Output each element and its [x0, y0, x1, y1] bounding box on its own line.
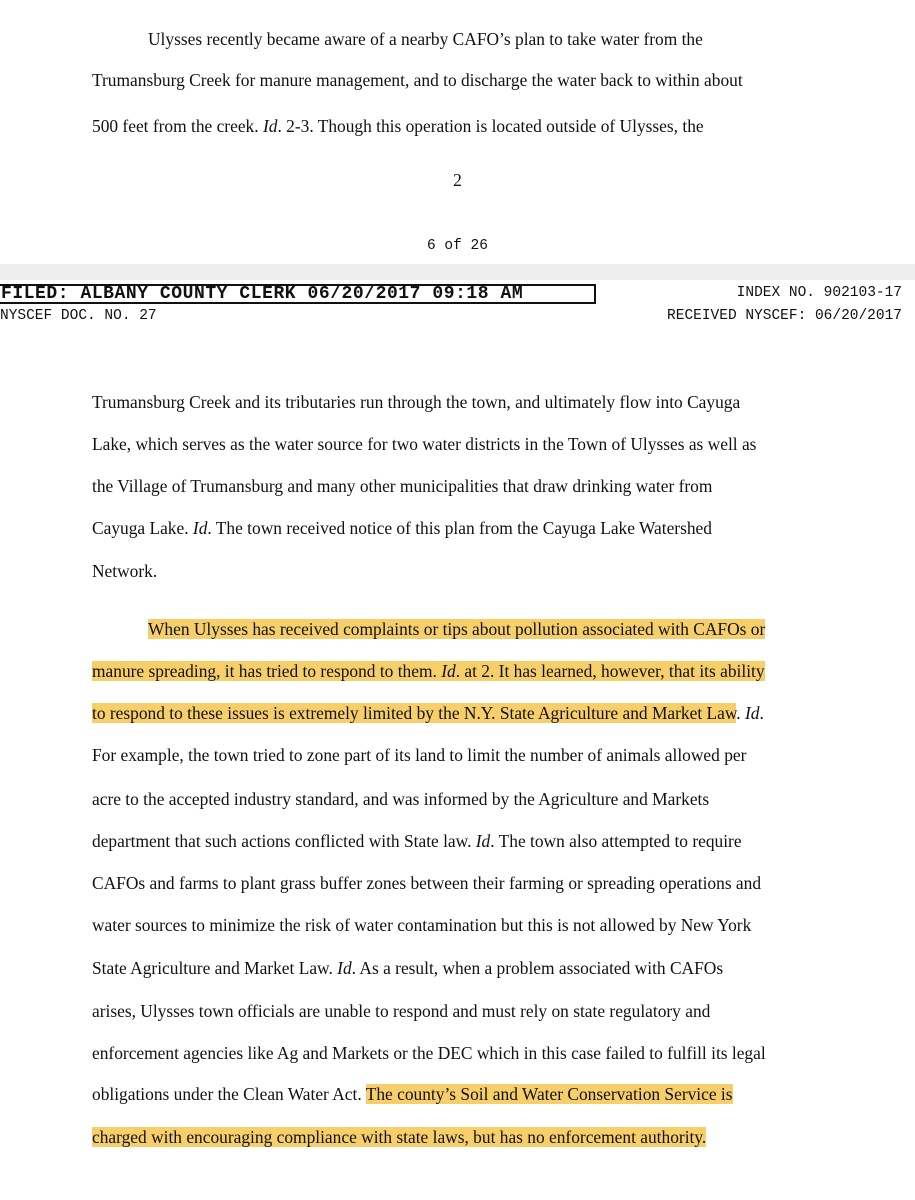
page-number: 2: [453, 170, 462, 190]
text-run: State Agriculture and Market Law.: [92, 958, 338, 978]
received-date: RECEIVED NYSCEF: 06/20/2017: [667, 308, 902, 324]
citation-id: Id: [192, 518, 208, 538]
p2-line-8: water sources to minimize the risk of water contamination but this is not allowed by New York: [92, 915, 752, 935]
highlight: The county’s Soil and Water Conservation Service is: [365, 1084, 733, 1104]
p2-line-11: enforcement agencies like Ag and Markets or the DEC which in this case failed to fulfill its legal: [92, 1043, 766, 1063]
citation-id: Id: [441, 661, 456, 681]
text-run: obligations under the Clean Water Act.: [92, 1084, 366, 1104]
p2-line-4: For example, the town tried to zone part of its land to limit the number of animals allowed per: [92, 745, 747, 765]
p1-line-5: Network.: [92, 561, 158, 581]
citation-id: Id: [745, 703, 760, 723]
page-of-count: 6 of 26: [427, 238, 488, 254]
text-run: 500 feet from the creek.: [92, 116, 263, 136]
text-run: department that such actions conflicted with State law.: [92, 831, 476, 851]
prev-page-line-3: [92, 113, 704, 139]
text-run: manure spreading, it has tried to respond to them.: [92, 661, 442, 681]
text-run: .: [736, 703, 745, 723]
text-run: Cayuga Lake.: [92, 518, 193, 538]
citation-id: Id: [337, 958, 352, 978]
highlight: charged with encouraging compliance with state laws, but has no enforcement authority.: [92, 1127, 707, 1147]
filed-stamp: FILED: ALBANY COUNTY CLERK 06/20/2017 09:18 AM: [0, 284, 596, 304]
index-number: INDEX NO. 902103-17: [736, 285, 902, 301]
p2-line-12: [92, 1081, 733, 1107]
p1-line-1: Trumansburg Creek and its tributaries run through the town, and ultimately flow into Cayuga: [92, 392, 741, 412]
doc-number: NYSCEF DOC. NO. 27: [0, 308, 157, 324]
citation-id: Id: [475, 831, 491, 851]
p1-line-4: [92, 515, 712, 541]
highlight: to respond to these issues is extremely limited by the N.Y. State Agriculture and Market Law: [92, 703, 737, 723]
p2-line-5: acre to the accepted industry standard, and was informed by the Agriculture and Markets: [92, 789, 710, 809]
p1-line-3: the Village of Trumansburg and many other municipalities that draw drinking water from: [92, 476, 713, 496]
p1-line-2: Lake, which serves as the water source for two water districts in the Town of Ulysses as well as: [92, 434, 757, 454]
citation-id: Id: [262, 116, 278, 136]
p2-line-7: CAFOs and farms to plant grass buffer zones between their farming or spreading operations and: [92, 873, 762, 893]
page-divider: [0, 264, 915, 280]
text-run: . As a result, when a problem associated with CAFOs: [351, 958, 724, 978]
text-run: . at 2. It has learned, however, that its ability: [455, 661, 765, 681]
p2-line-3: [92, 700, 764, 726]
p2-line-9: [92, 955, 723, 981]
prev-page-line-2: Trumansburg Creek for manure management, and to discharge the water back to within about: [92, 70, 743, 90]
highlight: When Ulysses has received complaints or tips about pollution associated with CAFOs or: [148, 619, 766, 639]
p2-line-13: [92, 1124, 706, 1150]
text-run: . 2-3. Though this operation is located outside of Ulysses, the: [277, 116, 704, 136]
highlight: [92, 661, 765, 681]
p2-line-1: [148, 616, 765, 642]
text-run: . The town received notice of this plan from the Cayuga Lake Watershed: [207, 518, 712, 538]
p2-line-6: [92, 828, 742, 854]
p2-line-2: [92, 658, 765, 684]
prev-page-line-1: Ulysses recently became aware of a nearby CAFO’s plan to take water from the: [148, 29, 703, 49]
text-run: .: [759, 703, 764, 723]
text-run: . The town also attempted to require: [490, 831, 742, 851]
p2-line-10: arises, Ulysses town officials are unable to respond and must rely on state regulatory and: [92, 1001, 711, 1021]
